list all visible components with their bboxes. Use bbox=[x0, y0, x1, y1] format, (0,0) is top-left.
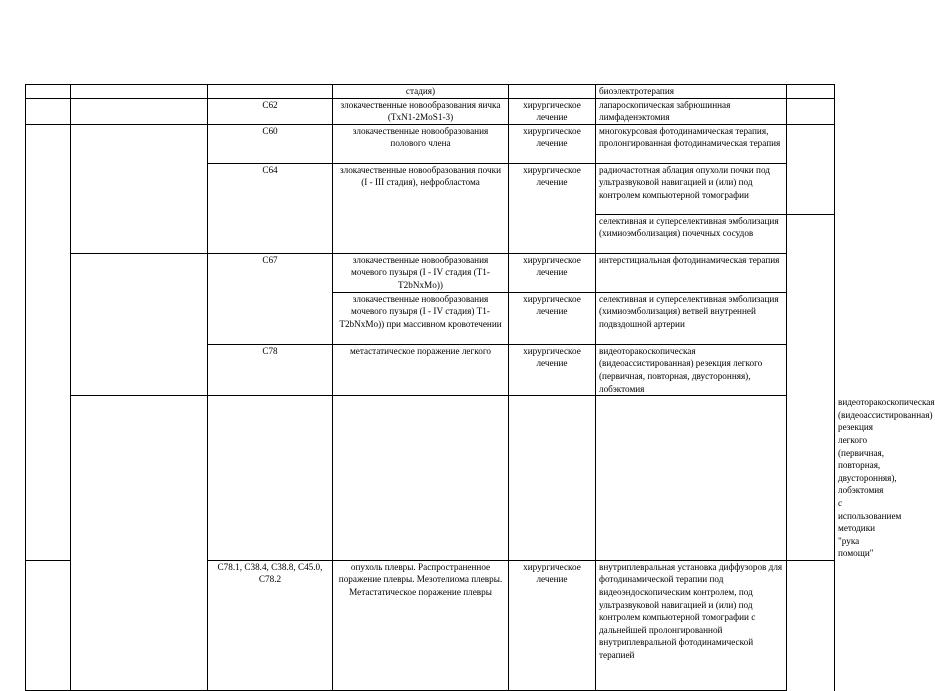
method-cell: многокурсовая фотодинамическая терапия, пролонгированная фотодинамическая терапия bbox=[596, 124, 787, 163]
method-cell: лапароскопическая забрюшинная лимфаденэктомия bbox=[596, 98, 787, 124]
cost-cell bbox=[787, 85, 835, 99]
method-cell: радиочастотная аблация опухоли почки под ультразвуковой навигацией и (или) под контролем компьютерной томографии bbox=[596, 163, 787, 214]
treatment-cell: хирургическое лечение bbox=[509, 163, 596, 253]
treatment-cell bbox=[596, 396, 787, 561]
profile-cell bbox=[208, 396, 333, 561]
method-cell: видеоторакоскопическая (видеоассистированная) резекция легкого (первичная, повторная, двусторонняя), лобэктомия bbox=[596, 344, 787, 395]
cost-cell bbox=[787, 98, 835, 124]
table-row bbox=[26, 124, 835, 163]
code-cell bbox=[333, 396, 509, 561]
cost-cell bbox=[787, 124, 835, 214]
treatment-cell: хирургическое лечение bbox=[509, 253, 596, 292]
diagnosis-cell: злокачественные новообразования почки (I - III стадия), нефробластома bbox=[333, 163, 509, 253]
treatment-cell: хирургическое лечение bbox=[509, 560, 596, 690]
treatment-cell: хирургическое лечение bbox=[509, 124, 596, 163]
method-cell: биоэлектротерапия bbox=[596, 85, 787, 99]
cost-cell bbox=[787, 214, 835, 560]
method-cell: селективная и суперселективная эмболизация (химиоэмболизация) почечных сосудов bbox=[596, 214, 787, 253]
profile-cell bbox=[71, 85, 208, 99]
code-cell: C60 bbox=[208, 124, 333, 163]
diagnosis-cell: опухоль плевры. Распространенное поражение плевры. Мезотелиома плевры. Метастатическое поражение плевры bbox=[333, 560, 509, 690]
method-cell: интерстициальная фотодинамическая терапия bbox=[596, 253, 787, 292]
method-cell: селективная и суперселективная эмболизация (химиоэмболизация) ветвей внутренней подвздошной артерии bbox=[596, 292, 787, 344]
code-cell: C78 bbox=[208, 344, 333, 395]
method-cell: внутриплевральная установка диффузоров для фотодинамической терапии под видеоэндоскопическим контролем, под ультразвуковой навигацией и (или) под контролем компьютерной томографии с дальнейшей пролонгированной внутриплевральной фотодинамической терапией bbox=[596, 560, 787, 690]
diagnosis-cell: стадия) bbox=[333, 85, 509, 99]
code-cell: C78.1, C38.4, C38.8, C45.0, C78.2 bbox=[208, 560, 333, 690]
group-cell bbox=[26, 98, 71, 124]
profile-cell bbox=[71, 124, 208, 253]
code-cell bbox=[208, 85, 333, 99]
treatment-cell: хирургическое лечение bbox=[509, 344, 596, 395]
profile-cell bbox=[71, 253, 208, 395]
code-cell: C64 bbox=[208, 163, 333, 253]
profile-cell bbox=[71, 98, 208, 124]
medical-care-table bbox=[25, 84, 935, 691]
table-row bbox=[26, 253, 835, 292]
treatment-cell: хирургическое лечение bbox=[509, 292, 596, 344]
diagnosis-cell: злокачественные новообразования мочевого пузыря (I - IV стадия (T1-T2bNxMo)) bbox=[333, 253, 509, 292]
diagnosis-cell: злокачественные новообразования мочевого пузыря (I - IV стадия) T1-T2bNxMo)) при массивном кровотечении bbox=[333, 292, 509, 344]
table-row bbox=[26, 98, 835, 124]
treatment-cell bbox=[509, 85, 596, 99]
profile-cell bbox=[26, 560, 71, 690]
table-row bbox=[26, 85, 835, 99]
group-cell bbox=[71, 396, 208, 691]
code-cell: C62 bbox=[208, 98, 333, 124]
treatment-cell: хирургическое лечение bbox=[509, 98, 596, 124]
group-cell bbox=[26, 85, 71, 99]
diagnosis-cell: злокачественные новообразования полового члена bbox=[333, 124, 509, 163]
diagnosis-cell: злокачественные новообразования яичка (TxN1-2MoS1-3) bbox=[333, 98, 509, 124]
table-row: видеоторакоскопическая (видеоассистированная) резекция легкого (первичная, повторная, двусторонняя), лобэктомия с использованием методики "рука помощи" bbox=[26, 396, 835, 561]
group-cell bbox=[26, 124, 71, 560]
diagnosis-cell: метастатическое поражение легкого bbox=[333, 344, 509, 395]
diagnosis-cell bbox=[509, 396, 596, 561]
code-cell: C67 bbox=[208, 253, 333, 344]
